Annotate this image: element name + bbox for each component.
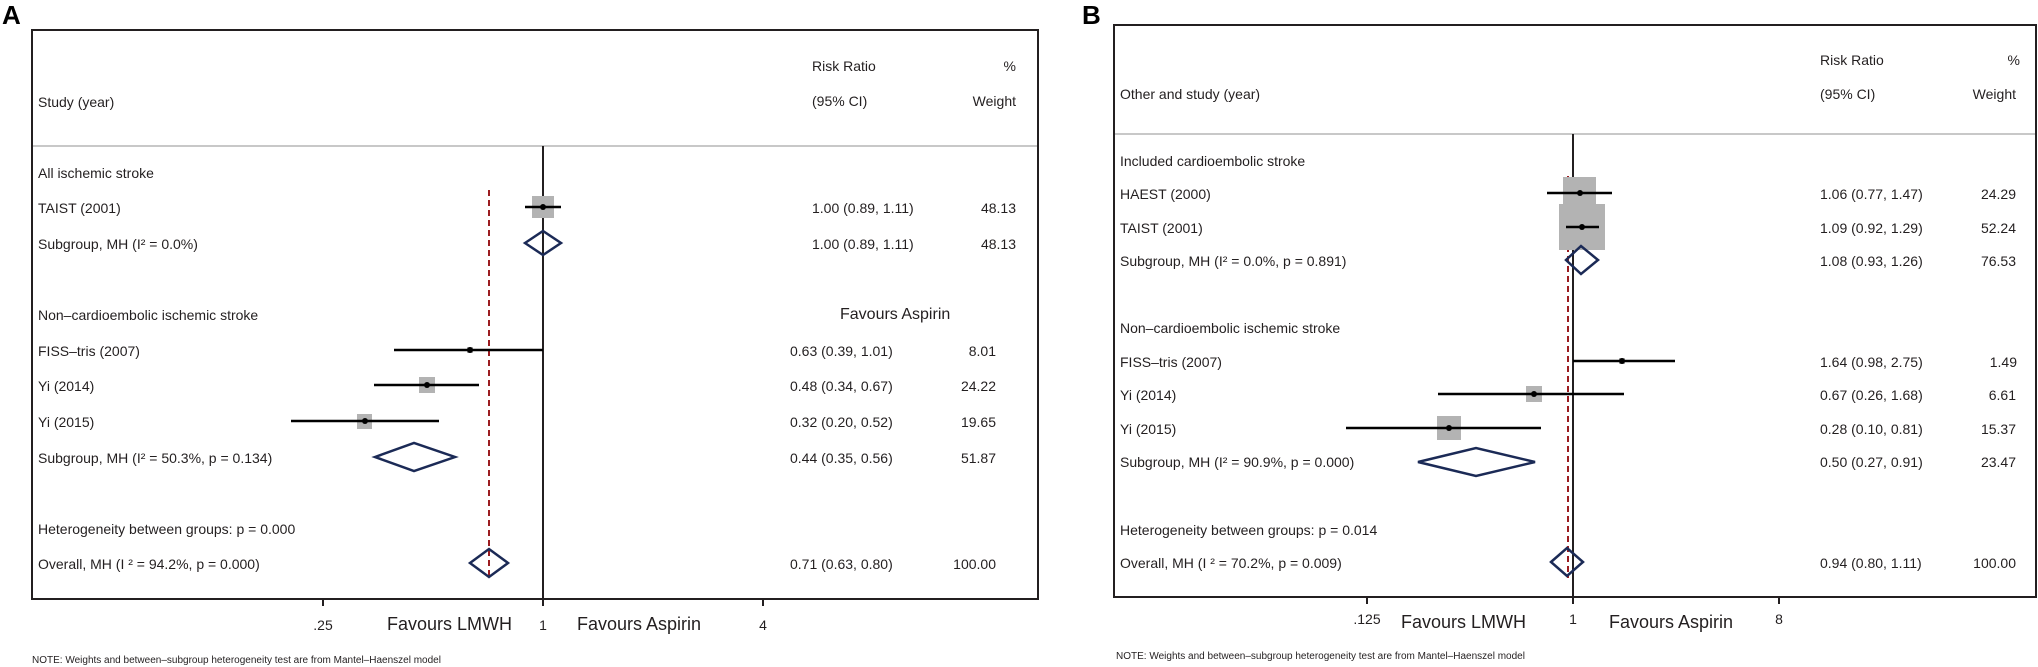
overall-label: Overall, MH (I ² = 94.2%, p = 0.000) — [38, 556, 260, 572]
group-label: Included cardioembolic stroke — [1120, 153, 1306, 169]
rr-value: 0.50 (0.27, 0.91) — [1820, 454, 1923, 470]
rr-value: 1.64 (0.98, 2.75) — [1820, 354, 1923, 370]
rr-column-header: Risk Ratio — [1820, 52, 1884, 68]
subgroup-label: Subgroup, MH (I² = 0.0%) — [38, 236, 198, 252]
rr-column-subheader: (95% CI) — [812, 93, 868, 109]
rr-value: 1.06 (0.77, 1.47) — [1820, 186, 1923, 202]
weight-column-header: % — [1003, 58, 1016, 74]
study-label: TAIST (2001) — [1120, 220, 1203, 236]
x-tick-label: .125 — [1353, 611, 1381, 627]
weight-column-header: % — [2007, 52, 2020, 68]
rr-column-header: Risk Ratio — [812, 58, 876, 74]
point-estimate — [1579, 224, 1585, 230]
x-tick-label: 4 — [759, 617, 767, 633]
point-estimate — [540, 204, 546, 210]
point-estimate — [1619, 358, 1625, 364]
weight-value: 48.13 — [980, 200, 1016, 216]
subgroup-diamond — [1566, 246, 1598, 274]
x-tick-label: .25 — [313, 617, 333, 633]
study-label: Yi (2014) — [38, 378, 95, 394]
x-tick-label: 8 — [1775, 611, 1783, 627]
favours-aspirin-label: Favours Aspirin — [1609, 612, 1734, 632]
rr-value: 0.67 (0.26, 1.68) — [1820, 387, 1923, 403]
panel-a-graphics — [291, 146, 763, 606]
rr-value: 0.44 (0.35, 0.56) — [790, 450, 893, 466]
weight-value: 8.01 — [968, 343, 996, 359]
footnote: NOTE: Weights and between–subgroup heterogeneity test are from Mantel–Haenszel model — [32, 655, 441, 666]
weight-value: 100.00 — [953, 556, 996, 572]
group-label: All ischemic stroke — [38, 165, 154, 181]
study-label: TAIST (2001) — [38, 200, 121, 216]
rr-value: 1.09 (0.92, 1.29) — [1820, 220, 1923, 236]
rr-value: 0.32 (0.20, 0.52) — [790, 414, 893, 430]
weight-value: 6.61 — [1988, 387, 2016, 403]
study-label: Yi (2014) — [1120, 387, 1177, 403]
weight-value: 24.22 — [960, 378, 996, 394]
weight-value: 48.13 — [980, 236, 1016, 252]
weight-column-subheader: Weight — [1972, 86, 2016, 102]
point-estimate — [424, 382, 430, 388]
weight-value: 51.87 — [960, 450, 996, 466]
favours-aspirin-annotation: Favours Aspirin — [840, 306, 951, 323]
rr-value: 0.28 (0.10, 0.81) — [1820, 421, 1923, 437]
point-estimate — [362, 418, 368, 424]
weight-value: 1.49 — [1989, 354, 2017, 370]
rr-value: 0.71 (0.63, 0.80) — [790, 556, 893, 572]
rr-value: 1.00 (0.89, 1.11) — [812, 200, 914, 216]
rr-column-subheader: (95% CI) — [1820, 86, 1876, 102]
weight-value: 15.37 — [1980, 421, 2016, 437]
weight-value: 100.00 — [1973, 555, 2016, 571]
heterogeneity-note: Heterogeneity between groups: p = 0.014 — [1120, 522, 1378, 538]
study-label: HAEST (2000) — [1120, 186, 1211, 202]
panel-b-graphics — [1346, 134, 1779, 604]
study-label: FISS–tris (2007) — [1120, 354, 1222, 370]
group-label: Non–cardioembolic ischemic stroke — [1120, 320, 1341, 336]
rr-value: 1.08 (0.93, 1.26) — [1820, 253, 1923, 269]
weight-value: 24.29 — [1980, 186, 2016, 202]
overall-label: Overall, MH (I ² = 70.2%, p = 0.009) — [1120, 555, 1342, 571]
panel-letter: B — [1082, 0, 1101, 30]
rr-value: 0.63 (0.39, 1.01) — [790, 343, 893, 359]
subgroup-label: Subgroup, MH (I² = 0.0%, p = 0.891) — [1120, 253, 1347, 269]
subgroup-diamond — [375, 443, 455, 471]
study-column-header: Other and study (year) — [1120, 86, 1261, 102]
rr-value: 1.00 (0.89, 1.11) — [812, 236, 914, 252]
point-estimate — [1531, 391, 1537, 397]
weight-value: 52.24 — [1980, 220, 2016, 236]
weight-column-subheader: Weight — [972, 93, 1016, 109]
weight-value: 76.53 — [1980, 253, 2016, 269]
subgroup-diamond — [1418, 448, 1535, 476]
footnote: NOTE: Weights and between–subgroup heterogeneity test are from Mantel–Haenszel model — [1116, 651, 1525, 662]
rr-value: 0.48 (0.34, 0.67) — [790, 378, 893, 394]
study-label: Yi (2015) — [1120, 421, 1177, 437]
weight-value: 19.65 — [960, 414, 996, 430]
point-estimate — [467, 347, 473, 353]
rr-value: 0.94 (0.80, 1.11) — [1820, 555, 1922, 571]
heterogeneity-note: Heterogeneity between groups: p = 0.000 — [38, 521, 296, 537]
favours-lmwh-label: Favours LMWH — [387, 614, 513, 634]
favours-aspirin-label: Favours Aspirin — [577, 614, 702, 634]
subgroup-label: Subgroup, MH (I² = 50.3%, p = 0.134) — [38, 450, 273, 466]
subgroup-label: Subgroup, MH (I² = 90.9%, p = 0.000) — [1120, 454, 1355, 470]
favours-lmwh-label: Favours LMWH — [1401, 612, 1527, 632]
panel-letter: A — [2, 0, 21, 30]
study-column-header: Study (year) — [38, 94, 115, 110]
study-label: Yi (2015) — [38, 414, 95, 430]
weight-value: 23.47 — [1980, 454, 2016, 470]
group-label: Non–cardioembolic ischemic stroke — [38, 307, 259, 323]
x-tick-label: 1 — [539, 617, 547, 633]
x-tick-label: 1 — [1569, 611, 1577, 627]
point-estimate — [1577, 190, 1583, 196]
study-label: FISS–tris (2007) — [38, 343, 140, 359]
point-estimate — [1446, 425, 1452, 431]
